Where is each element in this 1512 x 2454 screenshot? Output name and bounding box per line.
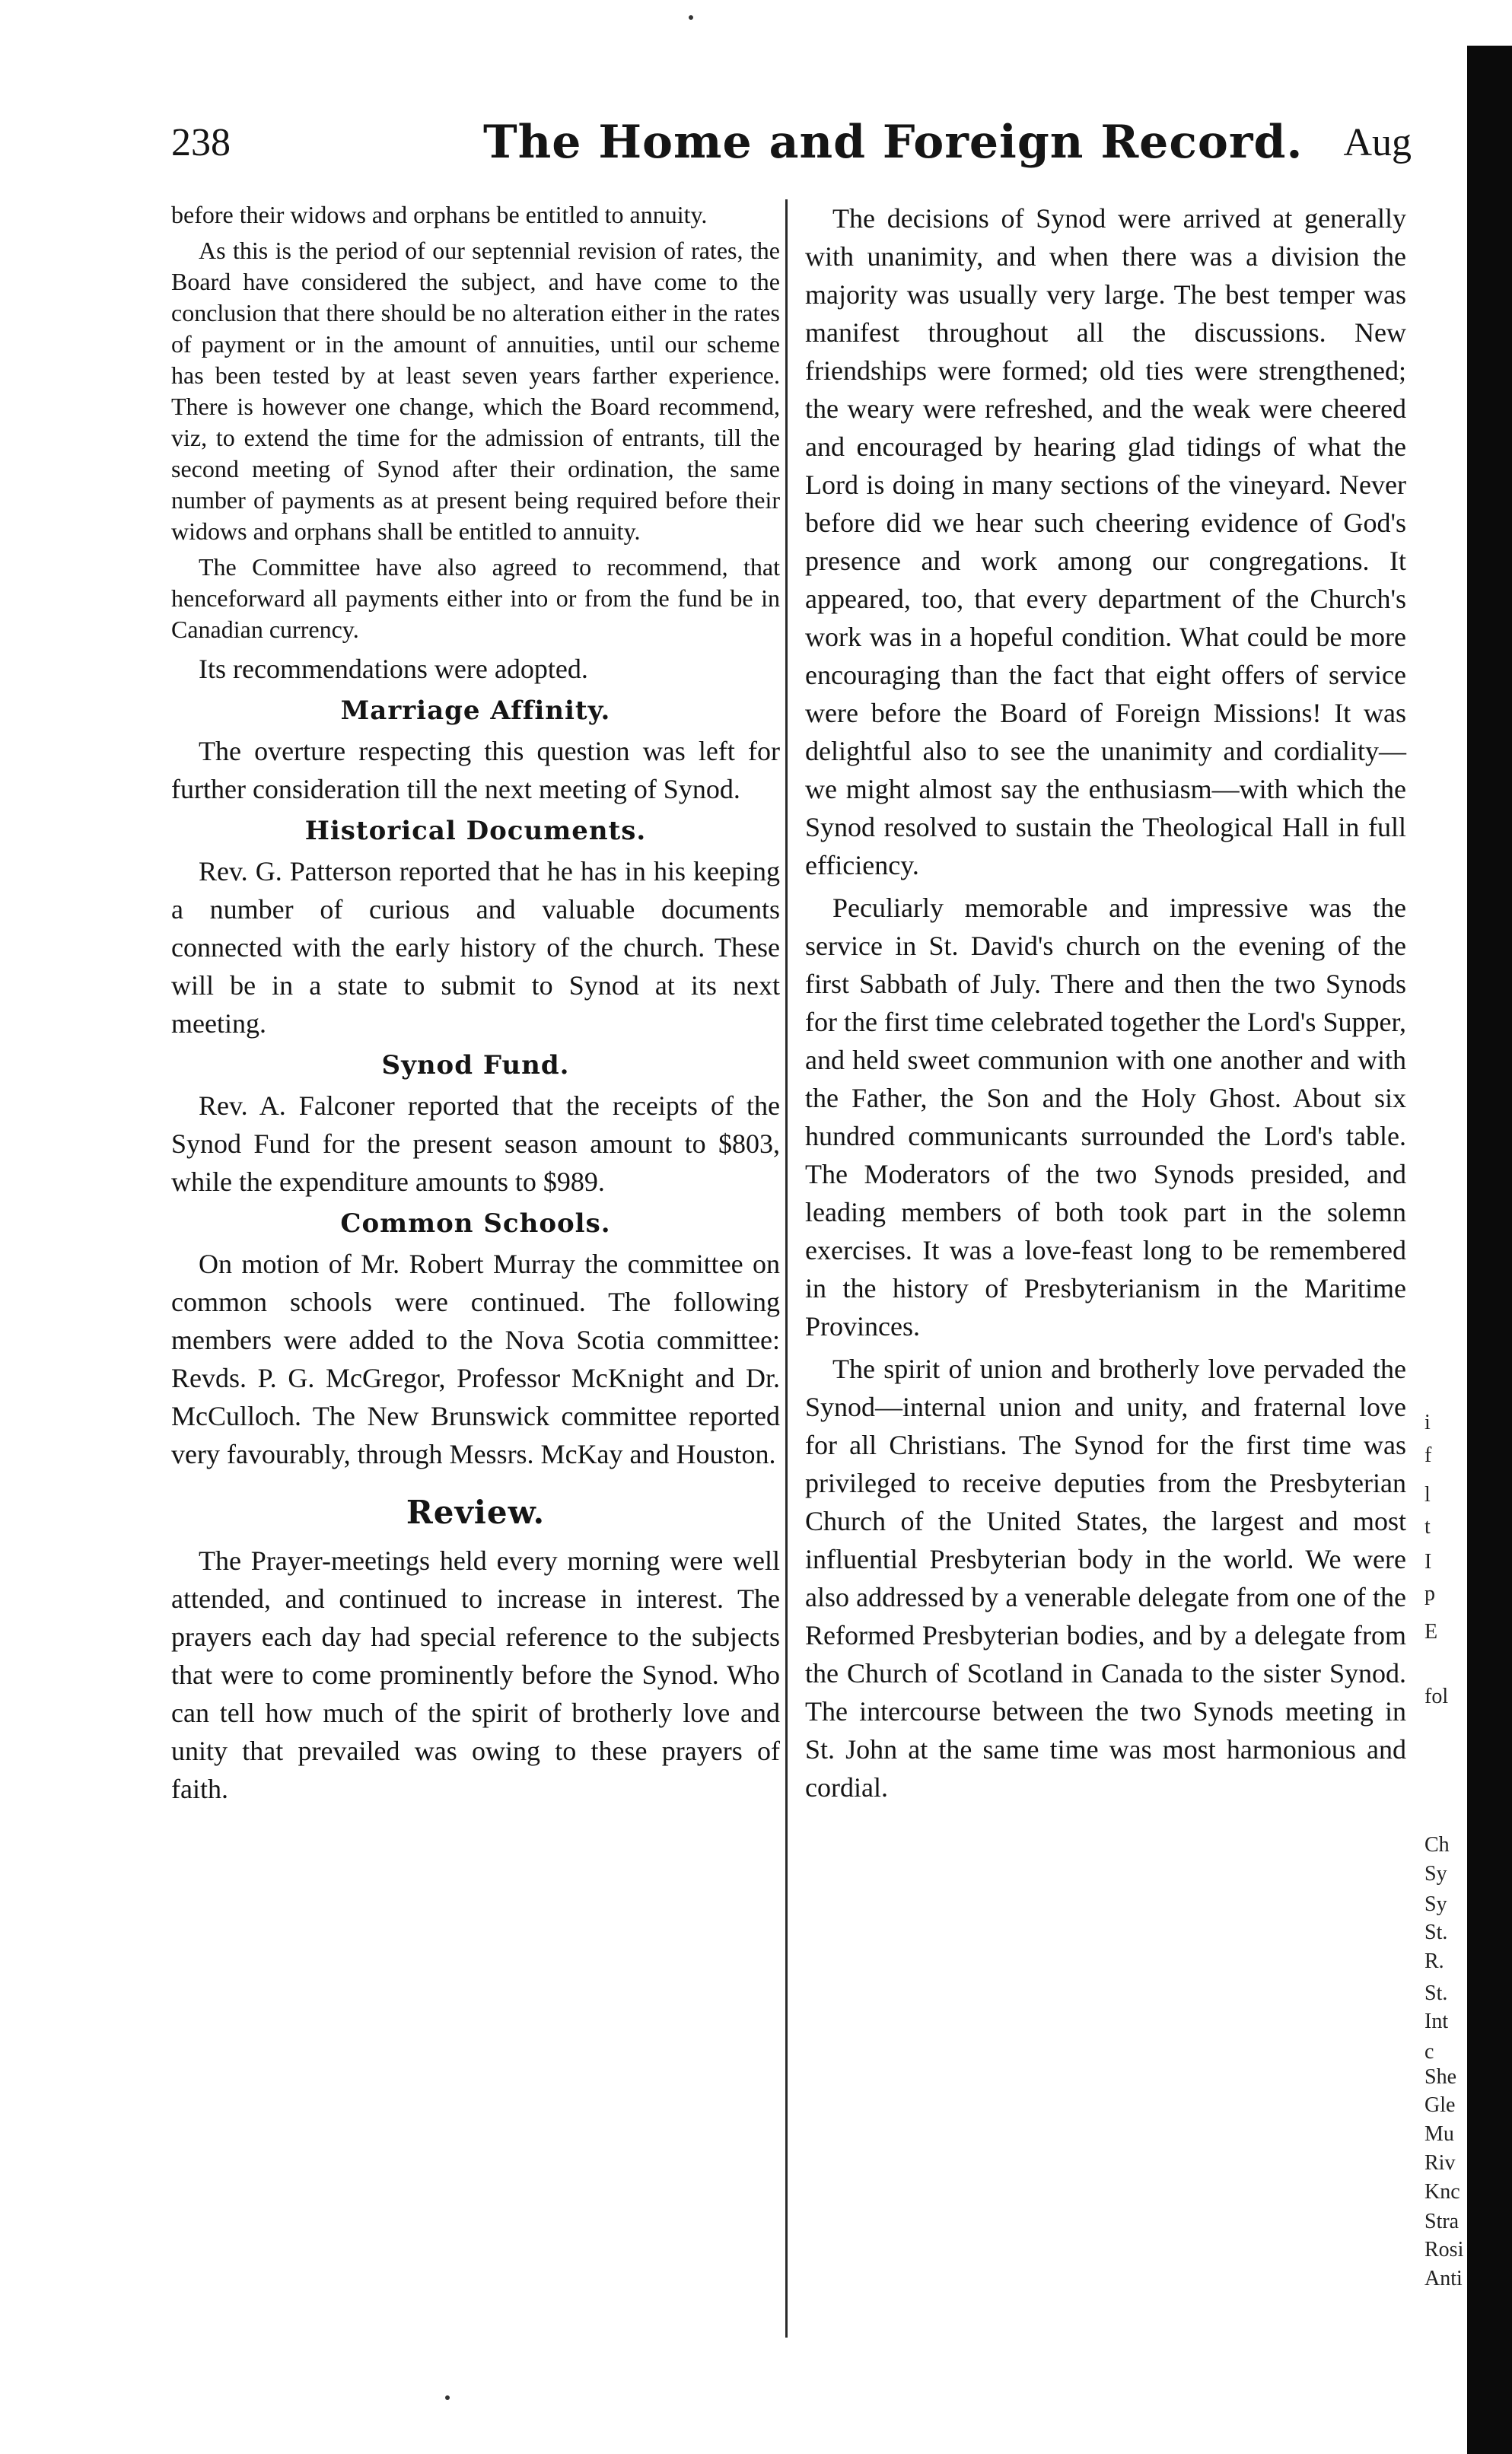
margin-fragment: Mu: [1424, 2122, 1454, 2146]
running-header: [171, 114, 1412, 183]
section-heading: Historical Documents.: [304, 816, 647, 846]
section-heading: Synod Fund.: [381, 1050, 570, 1081]
margin-fragment: Anti: [1424, 2267, 1463, 2290]
paragraph: Its recommendations were adopted.: [199, 654, 588, 684]
margin-fragment: l: [1424, 1483, 1431, 1507]
paragraph: Rev. G. Patterson reported that he has in his keeping a number of curious and valuable documents connected with the early history of the church. These will be in a state to submit to Synod at its next meeting.: [171, 856, 780, 1039]
paragraph: On motion of Mr. Robert Murray the committee on common schools were continued. The following members were added to the Nova Scotia committee: Revds. P. G. McGregor, Professor McKnight and Dr. McCulloch. The New Brunswick committee reported very favourably, through Messrs. McKay and Houston.: [171, 1249, 780, 1469]
margin-fragment: p: [1424, 1582, 1435, 1606]
paragraph: The overture respecting this question was left for further consideration till the next meeting of Synod.: [171, 736, 780, 804]
margin-fragment: Riv: [1424, 2151, 1456, 2175]
page-number: 238: [171, 121, 231, 164]
running-title: The Home and Foreign Record.: [483, 116, 1304, 169]
margin-fragment: Sy: [1424, 1862, 1447, 1886]
section-heading-large: Review.: [406, 1494, 546, 1531]
margin-fragment: Rosi: [1424, 2238, 1464, 2261]
margin-fragment: Gle: [1424, 2093, 1456, 2117]
column-divider: [785, 199, 788, 2338]
margin-fragment: Stra: [1424, 2210, 1459, 2233]
right-column: [805, 199, 1406, 1811]
margin-fragment: Int: [1424, 2010, 1449, 2033]
margin-fragment: f: [1424, 1443, 1432, 1467]
margin-fragment: fol: [1424, 1685, 1449, 1708]
margin-fragment: St.: [1424, 1921, 1448, 1944]
section-heading: Marriage Affinity.: [340, 695, 611, 726]
left-column: [171, 199, 780, 1813]
margin-fragment: R.: [1424, 1950, 1444, 1973]
page-mark: [445, 2395, 450, 2400]
paragraph: The Prayer-meetings held every morning were well attended, and continued to increase in interest. The prayers each day had special reference to the subjects that were to come prominently before the Synod. Who can tell how much of the spirit of brotherly love and unity that prevailed was owing to these prayers of faith.: [171, 1545, 780, 1804]
paragraph: The decisions of Synod were arrived at generally with unanimity, and when there was a division the majority was usually very large. The best temper was manifest throughout all the discussions. New friendships were formed; old ties were strengthened; the weary were refreshed, and the weak were cheered and encouraged by hearing glad tidings of what the Lord is doing in many sections of the vineyard. Never before did we hear such cheering evidence of God's presence and work among our congregations. It appeared, too, that every department of the Church's work was in a hopeful condition. What could be more encouraging than the fact that eight offers of service were before the Board of Foreign Missions! It was delightful also to see the unanimity and cordiality—we might almost say the enthusiasm—with which the Synod resolved to sustain the Theological Hall in full efficiency.: [805, 203, 1406, 880]
paragraph: The spirit of union and brotherly love pervaded the Synod—internal union and unity, and fraternal love for all Christians. The Synod for the first time was privileged to receive deputies from the Presbyterian Church of the United States, the largest and most influential Presbyterian body in the world. We were also addressed by a venerable delegate from one of the Reformed Presbyterian bodies, and by a delegate from the Church of Scotland in Canada to the sister Synod. The intercourse between the two Synods meeting in St. John at the same time was most harmonious and cordial.: [805, 1354, 1406, 1803]
page-mark: [689, 15, 693, 20]
paragraph: As this is the period of our septennial revision of rates, the Board have considered the subject, and have come to the conclusion that there should be no alteration either in the rates of payment or in the amount of annuities, until our scheme has been tested by at least seven years farther experience. There is however one change, which the Board recommend, viz, to extend the time for the admission of entrants, till the second meeting of Synod after their ordination, the same number of payments as at present being required before their widows and orphans shall be entitled to annuity.: [171, 237, 780, 545]
margin-fragment: St.: [1424, 1981, 1448, 2005]
paragraph: The Committee have also agreed to recommend, that henceforward all payments either into or from the fund be in Canadian currency.: [171, 553, 780, 643]
margin-fragment: c: [1424, 2040, 1434, 2064]
margin-fragment: Knc: [1424, 2180, 1460, 2204]
scan-edge-black-strip: [1467, 46, 1512, 2454]
section-heading: Common Schools.: [340, 1208, 611, 1239]
margin-fragment: t: [1424, 1515, 1431, 1539]
running-month: Aug: [1343, 121, 1412, 164]
paragraph: Peculiarly memorable and impressive was the service in St. David's church on the evening of the first Sabbath of July. There and then the two Synods for the first time celebrated together the Lord's Supper, and held sweet communion with one another and with the Father, the Son and the Holy Ghost. About six hundred communicants surrounded the Lord's table. The Moderators of the two Synods presided, and leading members of both took part in the solemn exercises. It was a love-feast long to be remembered in the history of Presbyterianism in the Maritime Provinces.: [805, 893, 1406, 1342]
paragraph: before their widows and orphans be entitled to annuity.: [171, 201, 708, 228]
margin-fragment: i: [1424, 1411, 1431, 1434]
margin-fragment: I: [1424, 1550, 1432, 1574]
margin-fragment: Sy: [1424, 1892, 1447, 1916]
margin-fragment: Ch: [1424, 1833, 1450, 1857]
margin-fragment: She: [1424, 2065, 1456, 2089]
margin-fragment: E: [1424, 1620, 1438, 1644]
paragraph: Rev. A. Falconer reported that the receipts of the Synod Fund for the present season amount to $803, while the expenditure amounts to $989.: [171, 1090, 780, 1197]
